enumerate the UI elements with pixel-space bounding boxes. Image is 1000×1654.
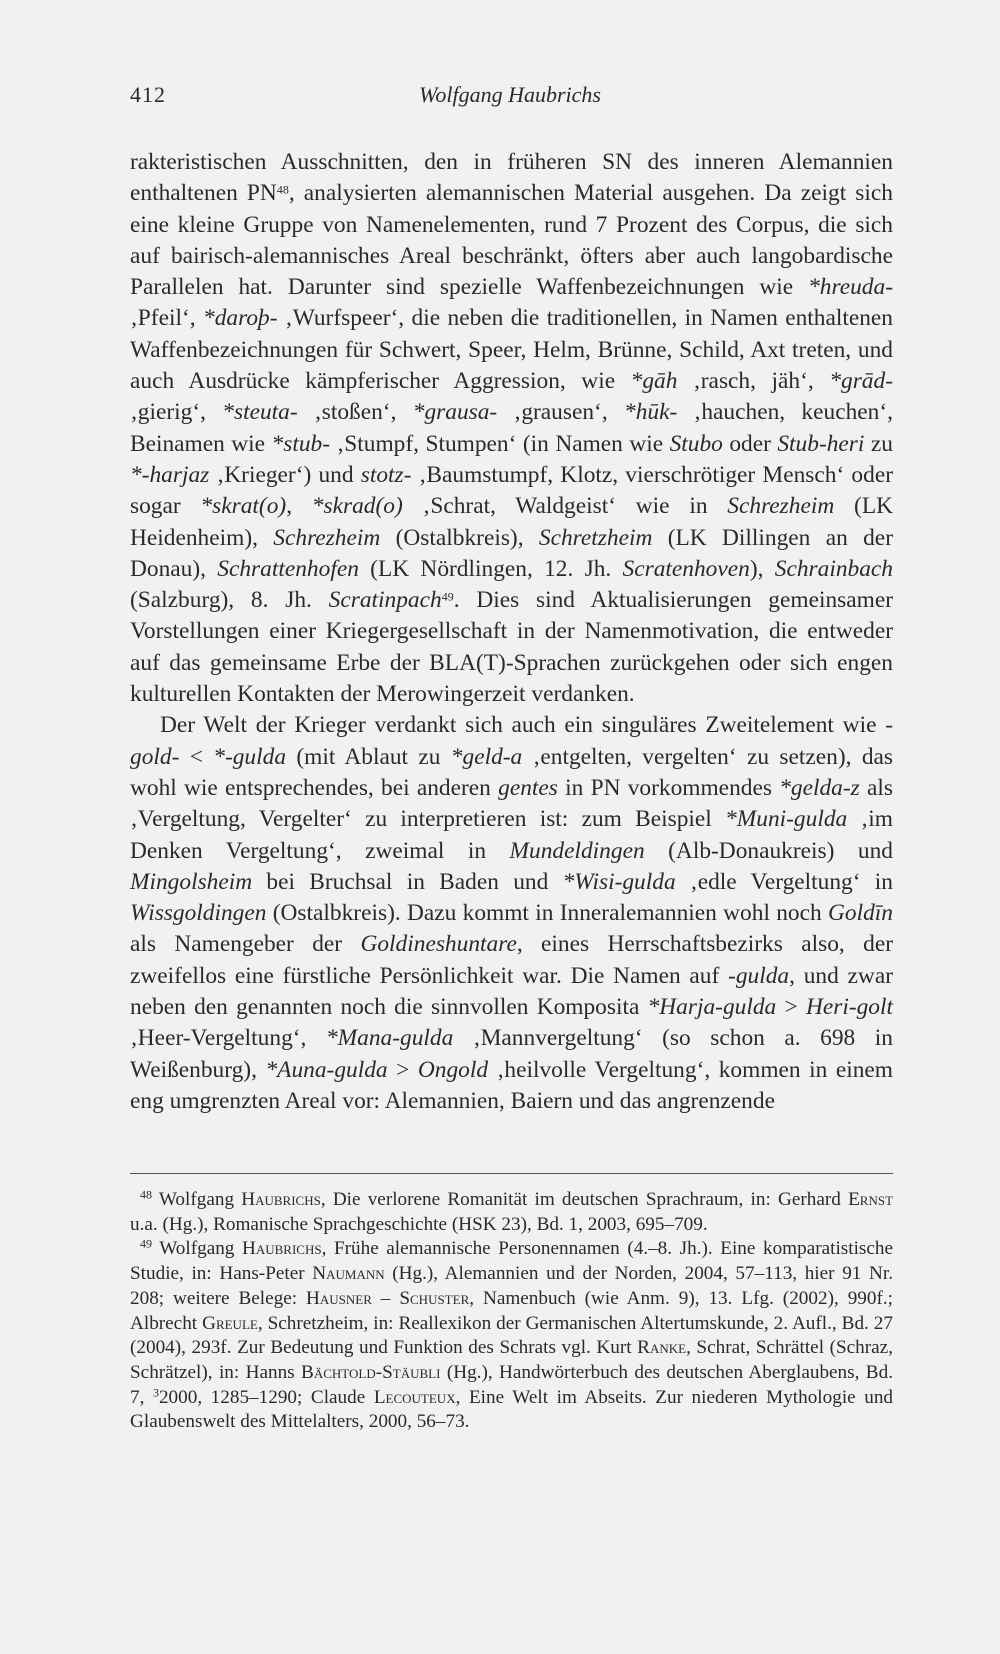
footnotes (130, 1188, 893, 1435)
body-paragraph-2: Der Welt der Krieger verdankt sich auch ein singuläres Zweitelement wie -gold- < *-gulda (mit Ablaut zu *geld-a ‚entgelten, vergelten‘ zu setzen), das wohl wie entsprechendes, bei anderen gentes in PN vorkommendes *gelda-z als ‚Vergeltung, Vergelter‘ zu interpretieren ist: zum Beispiel *Muni-gulda ‚im Denken Vergeltung‘, zweimal in Mundeldingen (Alb-Donaukreis) und Mingolsheim bei Bruchsal in Baden und *Wisi-gulda ‚edle Vergeltung‘ in Wissgoldingen (Ostalbkreis). Dazu kommt in Inneralemannien wohl noch Goldīn als Namengeber der Goldineshuntare, eines Herrschaftsbezirks also, der zweifellos eine fürstliche Persönlichkeit war. Die Namen auf -gulda, und zwar neben den genannten noch die sinnvollen Komposita *Harja-gulda > Heri-golt ‚Heer-Vergeltung‘, *Mana-gulda ‚Mannvergeltung‘ (so schon a. 698 in Weißenburg), *Auna-gulda > Ongold ‚heilvolle Vergeltung‘, kommen in einem eng umgrenzten Areal vor: Alemannien, Baiern und das angrenzende (130, 712, 894, 1114)
body-paragraph-1: rakteristischen Ausschnitten, den in früheren SN des inneren Alemannien enthaltenen PN$^{48}$, analysierten alemannischen Material ausgehen. Da zeigt sich eine kleine Gruppe von Namenelementen, rund 7 Prozent des Corpus, die sich auf bairisch-alemannisches Areal beschränkt, öfters aber auch langobardische Parallelen hat. Darunter sind spezielle Waffenbezeichnungen wie *hreuda- ‚Pfeil‘, *daroþ- ‚Wurfspeer‘, die neben die traditionellen, in Namen enthaltenen Waffenbezeichnungen für Schwert, Speer, Helm, Brünne, Schild, Axt treten, und auch Ausdrücke kämpferischer Aggression, wie *gāh ‚rasch, jäh‘, *grād- ‚gierig‘, *steuta- ‚stoßen‘, *grausa- ‚grausen‘, *hūk- ‚hauchen, keuchen‘, Beinamen wie *stub- ‚Stumpf, Stumpen‘ (in Namen wie Stubo oder Stub-heri zu *-harjaz ‚Krieger‘) und stotz- ‚Baumstumpf, Klotz, vierschrötiger Mensch‘ oder sogar *skrat(o), *skrad(o) ‚Schrat, Waldgeist‘ wie in Schrezheim (LK Heidenheim), Schrezheim (Ostalbkreis), Schretzheim (LK Dillingen an der Donau), Schrattenhofen (LK Nördlingen, 12. Jh. Scratenhoven), Schrainbach (Salzburg), 8. Jh. Scratinpach$^{49}$. Dies sind Aktualisierungen gemeinsamer Vorstellungen einer Kriegergesellschaft in der Namenmotivation, die entweder auf das gemeinsame Erbe der BLA(T)-Sprachen zurückgehen oder sich engen kulturellen Kontakten der Merowingerzeit verdanken. (130, 149, 894, 708)
running-header (130, 82, 890, 112)
footnote-48: $^{48}$ Wolfgang Haubrichs, Die verlorene Romanität im deutschen Sprachraum, in: Gerhard Ernst u.a. (Hg.), Romanische Sprachgeschichte (HSK 23), Bd. 1, 2003, 695–709. (130, 1187, 894, 1235)
footnote-divider (130, 1173, 893, 1174)
page-number: 412 (130, 82, 166, 107)
footnote-49: $^{49}$ Wolfgang Haubrichs, Frühe alemannische Personennamen (4.–8. Jh.). Eine komparatistische Studie, in: Hans-Peter Naumann (Hg.), Alemannien und der Norden, 2004, 57–113, hier 91 Nr. 208; weitere Belege: Hausner – Schuster, Namenbuch (wie Anm. 9), 13. Lfg. (2002), 990f.; Albrecht Greule, Schretzheim, in: Reallexikon der Germanischen Altertumskunde, 2. Aufl., Bd. 27 (2004), 293f. Zur Bedeutung und Funktion des Schrats vgl. Kurt Ranke, Schrat, Schrättel (Schraz, Schrätzel), in: Hanns Bächtold-Stäubli (Hg.), Handwörterbuch des deutschen Aberglaubens, Bd. 7, $^3$2000, 1285–1290; Claude Lecouteux, Eine Welt im Abseits. Zur niederen Mythologie und Glaubenswelt des Mittelalters, 2000, 56–73. (130, 1236, 894, 1433)
running-title: Wolfgang Haubrichs (419, 82, 601, 107)
main-text (130, 147, 893, 1117)
